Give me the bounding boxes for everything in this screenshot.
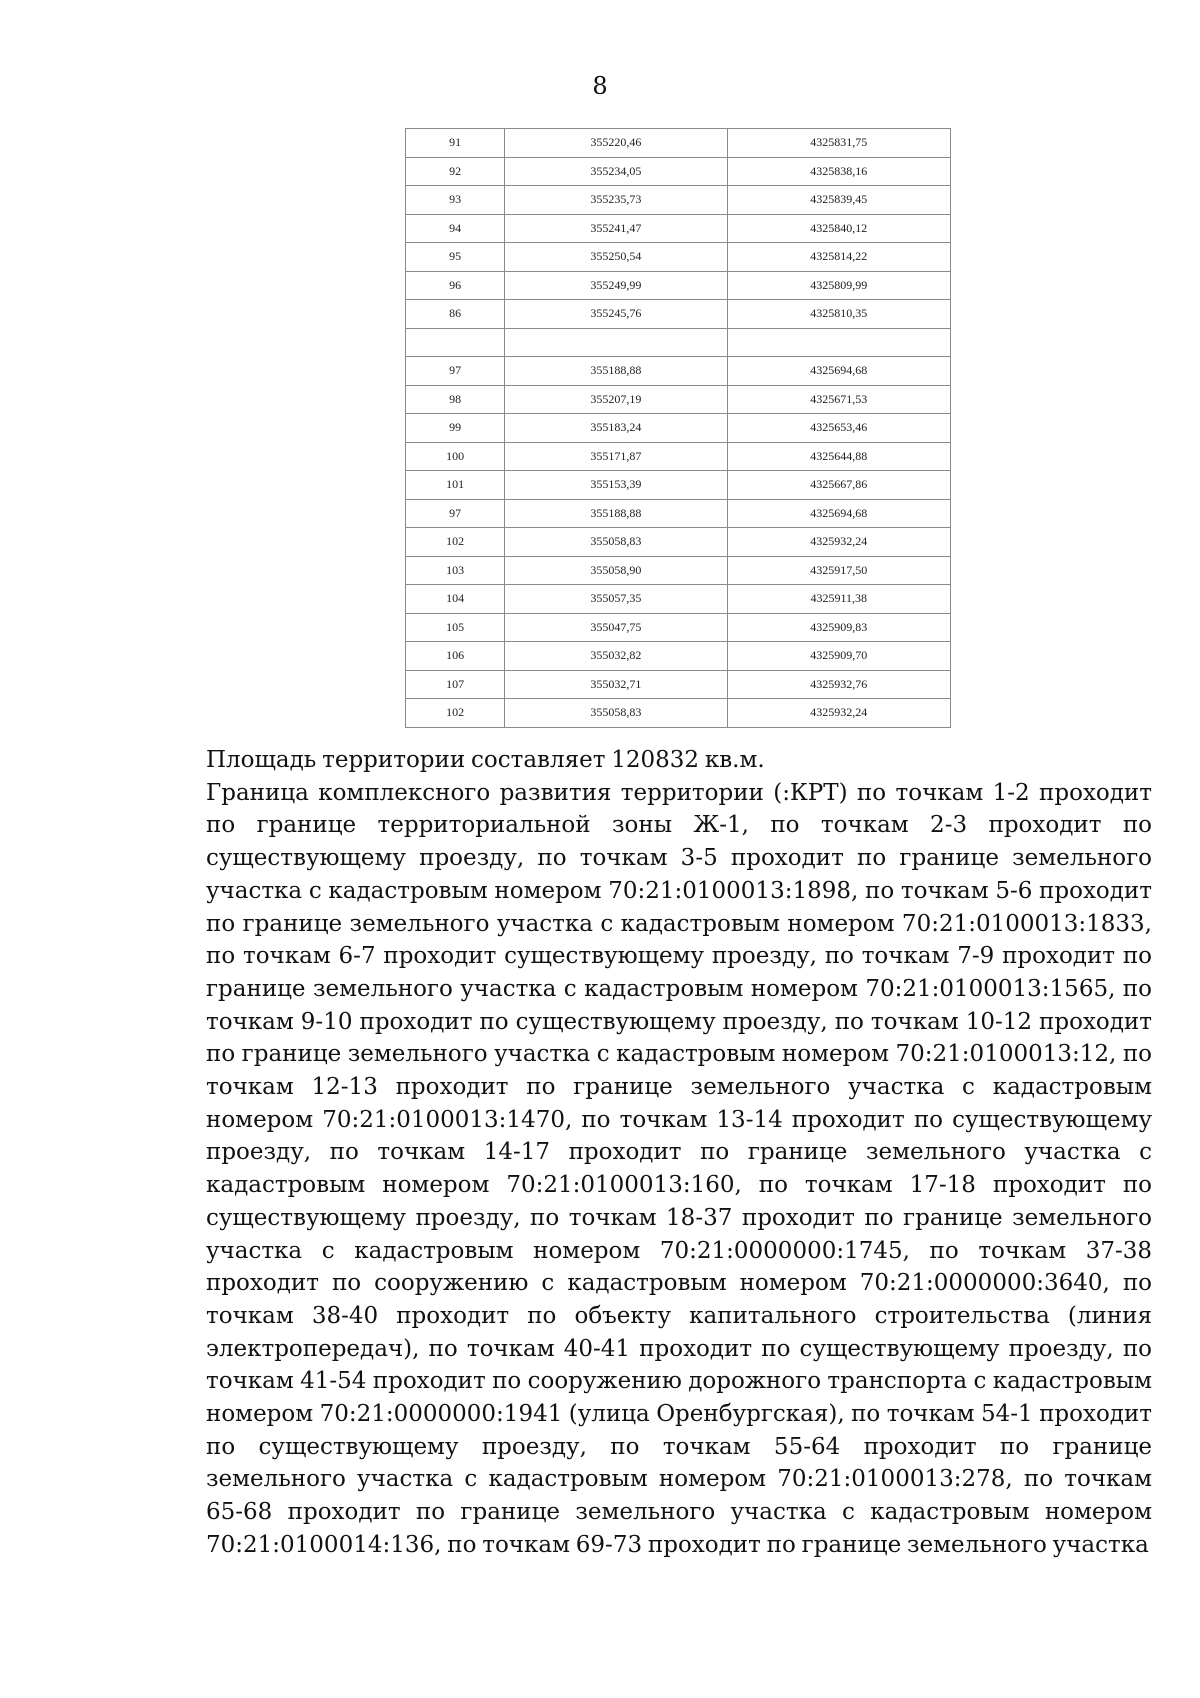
x-coordinate-cell: 355047,75: [505, 613, 727, 642]
x-coordinate-cell: 355032,71: [505, 670, 727, 699]
x-coordinate-cell: [505, 328, 727, 357]
y-coordinate-cell: 4325694,68: [727, 357, 950, 386]
table-row: [406, 385, 951, 414]
table-row: [406, 528, 951, 557]
x-coordinate-cell: 355153,39: [505, 471, 727, 500]
point-number-cell: 106: [406, 642, 505, 671]
x-coordinate-cell: 355234,05: [505, 157, 727, 186]
area-statement: Площадь территории составляет 120832 кв.м.: [206, 747, 765, 773]
table-row: [406, 471, 951, 500]
table-row: [406, 157, 951, 186]
table-row: [406, 414, 951, 443]
x-coordinate-cell: 355032,82: [505, 642, 727, 671]
table-row: [406, 271, 951, 300]
x-coordinate-cell: 355058,83: [505, 528, 727, 557]
y-coordinate-cell: 4325644,88: [727, 442, 950, 471]
y-coordinate-cell: 4325838,16: [727, 157, 950, 186]
table-row: [406, 442, 951, 471]
x-coordinate-cell: 355188,88: [505, 499, 727, 528]
x-coordinate-cell: 355057,35: [505, 585, 727, 614]
point-number-cell: 94: [406, 214, 505, 243]
point-number-cell: 97: [406, 499, 505, 528]
point-number-cell: 99: [406, 414, 505, 443]
page-number: 8: [592, 72, 608, 100]
point-number-cell: 103: [406, 556, 505, 585]
table-row: [406, 613, 951, 642]
y-coordinate-cell: 4325839,45: [727, 186, 950, 215]
x-coordinate-cell: 355188,88: [505, 357, 727, 386]
x-coordinate-cell: 355207,19: [505, 385, 727, 414]
point-number-cell: 102: [406, 528, 505, 557]
table-row: [406, 328, 951, 357]
y-coordinate-cell: 4325932,76: [727, 670, 950, 699]
y-coordinate-cell: 4325809,99: [727, 271, 950, 300]
point-number-cell: 105: [406, 613, 505, 642]
x-coordinate-cell: 355171,87: [505, 442, 727, 471]
table-row: [406, 499, 951, 528]
table-row: [406, 585, 951, 614]
point-number-cell: 101: [406, 471, 505, 500]
y-coordinate-cell: 4325909,83: [727, 613, 950, 642]
y-coordinate-cell: 4325917,50: [727, 556, 950, 585]
table-row: [406, 186, 951, 215]
y-coordinate-cell: 4325671,53: [727, 385, 950, 414]
table-row: [406, 699, 951, 728]
x-coordinate-cell: 355183,24: [505, 414, 727, 443]
table-row: [406, 300, 951, 329]
x-coordinate-cell: 355249,99: [505, 271, 727, 300]
y-coordinate-cell: 4325840,12: [727, 214, 950, 243]
point-number-cell: 102: [406, 699, 505, 728]
point-number-cell: 98: [406, 385, 505, 414]
point-number-cell: 96: [406, 271, 505, 300]
point-number-cell: 97: [406, 357, 505, 386]
x-coordinate-cell: 355250,54: [505, 243, 727, 272]
coordinates-table-body: [406, 129, 951, 728]
point-number-cell: 95: [406, 243, 505, 272]
point-number-cell: 93: [406, 186, 505, 215]
table-row: [406, 357, 951, 386]
table-row: [406, 670, 951, 699]
x-coordinate-cell: 355058,90: [505, 556, 727, 585]
y-coordinate-cell: 4325909,70: [727, 642, 950, 671]
y-coordinate-cell: 4325810,35: [727, 300, 950, 329]
point-number-cell: 92: [406, 157, 505, 186]
y-coordinate-cell: 4325667,86: [727, 471, 950, 500]
y-coordinate-cell: [727, 328, 950, 357]
body-text: [206, 744, 1152, 1562]
table-row: [406, 129, 951, 158]
y-coordinate-cell: 4325932,24: [727, 528, 950, 557]
x-coordinate-cell: 355241,47: [505, 214, 727, 243]
x-coordinate-cell: 355058,83: [505, 699, 727, 728]
point-number-cell: [406, 328, 505, 357]
coordinates-table: [405, 128, 951, 728]
y-coordinate-cell: 4325911,38: [727, 585, 950, 614]
point-number-cell: 91: [406, 129, 505, 158]
x-coordinate-cell: 355220,46: [505, 129, 727, 158]
y-coordinate-cell: 4325814,22: [727, 243, 950, 272]
point-number-cell: 100: [406, 442, 505, 471]
point-number-cell: 86: [406, 300, 505, 329]
y-coordinate-cell: 4325831,75: [727, 129, 950, 158]
table-row: [406, 214, 951, 243]
table-row: [406, 243, 951, 272]
table-row: [406, 642, 951, 671]
y-coordinate-cell: 4325694,68: [727, 499, 950, 528]
boundary-description: Граница комплексного развития территории (:КРТ) по точкам 1-2 проходит по границе территориальной зоны Ж-1, по точкам 2-3 проходит по существующему проезду, по точкам 3-5 проходит по границе земельного участка с кадастровым номером 70:21:0100013:1898, по точкам 5-6 проходит по границе земельного участка с кадастровым номером 70:21:0100013:1833, по точкам 6-7 проходит существующему проезду, по точкам 7-9 проходит по границе земельного участка с кадастровым номером 70:21:0100013:1565, по точкам 9-10 проходит по существующему проезду, по точкам 10-12 проходит по границе земельного участка с кадастровым номером 70:21:0100013:12, по точкам 12-13 проходит по границе земельного участка с кадастровым номером 70:21:0100013:1470, по точкам 13-14 проходит по существующему проезду, по точкам 14-17 проходит по границе земельного участка с кадастровым номером 70:21:0100013:160, по точкам 17-18 проходит по существующему проезду, по точкам 18-37 проходит по границе земельного участка с кадастровым номером 70:21:0000000:1745, по точкам 37-38 проходит по сооружению с кадастровым номером 70:21:0000000:3640, по точкам 38-40 проходит по объекту капитального строительства (линия электропередач), по точкам 40-41 проходит по существующему проезду, по точкам 41-54 проходит по сооружению дорожного транспорта с кадастровым номером 70:21:0000000:1941 (улица Оренбургская), по точкам 54-1 проходит по существующему проезду, по точкам 55-64 проходит по границе земельного участка с кадастровым номером 70:21:0100013:278, по точкам 65-68 проходит по границе земельного участка с кадастровым номером 70:21:0100014:136, по точкам 69-73 проходит по границе земельного участка: [206, 779, 1152, 1558]
point-number-cell: 104: [406, 585, 505, 614]
point-number-cell: 107: [406, 670, 505, 699]
x-coordinate-cell: 355235,73: [505, 186, 727, 215]
table-row: [406, 556, 951, 585]
y-coordinate-cell: 4325932,24: [727, 699, 950, 728]
y-coordinate-cell: 4325653,46: [727, 414, 950, 443]
x-coordinate-cell: 355245,76: [505, 300, 727, 329]
